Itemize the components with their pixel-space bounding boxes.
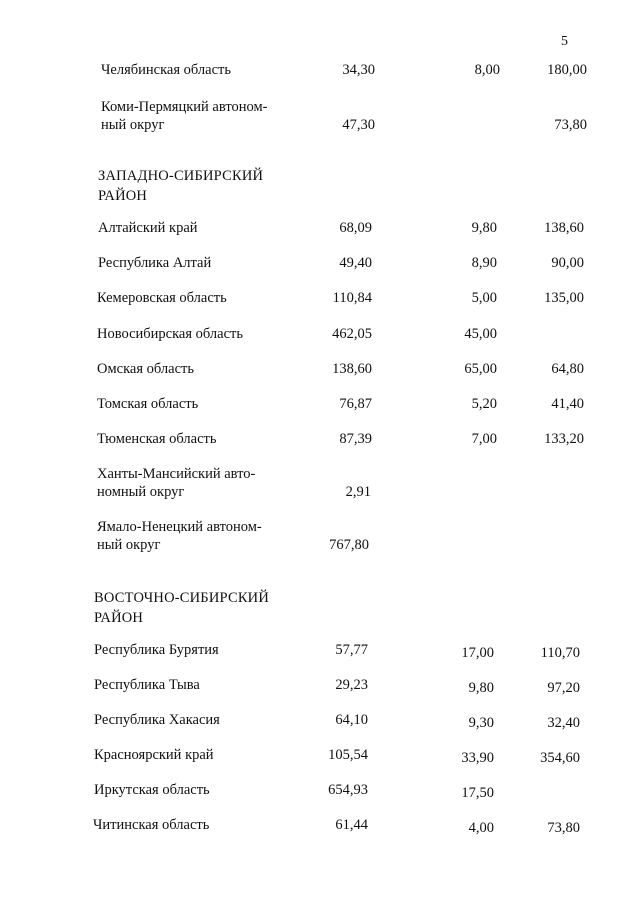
value-col1: 34,30 xyxy=(342,62,375,78)
value-col2: 8,90 xyxy=(471,255,497,271)
region-name: Новосибирская область xyxy=(97,326,243,342)
value-col2: 8,00 xyxy=(474,62,500,78)
value-col1: 61,44 xyxy=(335,817,368,833)
value-col2: 65,00 xyxy=(464,361,497,377)
page-number: 5 xyxy=(561,34,568,49)
region-name: Ханты-Мансийский авто- номный округ xyxy=(97,466,256,500)
value-col1: 110,84 xyxy=(332,290,372,306)
value-col3: 135,00 xyxy=(544,290,584,306)
value-col1: 767,80 xyxy=(329,537,369,553)
region-name: Красноярский край xyxy=(94,747,214,763)
region-name: Ямало-Ненецкий автоном- ный округ xyxy=(97,519,262,553)
value-col1: 64,10 xyxy=(335,712,368,728)
value-col3: 41,40 xyxy=(551,396,584,412)
region-name: Омская область xyxy=(97,361,194,377)
region-name: Челябинская область xyxy=(101,62,231,78)
section-heading-east-siberian: ВОСТОЧНО-СИБИРСКИЙ РАЙОН xyxy=(94,590,270,626)
value-col3: 73,80 xyxy=(547,820,580,836)
value-col1: 654,93 xyxy=(328,782,368,798)
region-name: Кемеровская область xyxy=(97,290,227,306)
value-col1: 49,40 xyxy=(339,255,372,271)
value-col3: 138,60 xyxy=(544,220,584,236)
value-col3: 97,20 xyxy=(547,680,580,696)
value-col2: 17,50 xyxy=(461,785,494,801)
value-col3: 64,80 xyxy=(551,361,584,377)
value-col1: 29,23 xyxy=(335,677,368,693)
value-col2: 7,00 xyxy=(471,431,497,447)
value-col2: 5,20 xyxy=(471,396,497,412)
region-name: Тюменская область xyxy=(97,431,217,447)
value-col1: 2,91 xyxy=(345,484,371,500)
value-col3: 73,80 xyxy=(554,117,587,133)
value-col3: 133,20 xyxy=(544,431,584,447)
region-name: Республика Алтай xyxy=(98,255,212,271)
region-name: Республика Бурятия xyxy=(94,642,219,658)
value-col2: 9,80 xyxy=(468,680,494,696)
region-name: Алтайский край xyxy=(98,220,198,236)
value-col3: 90,00 xyxy=(551,255,584,271)
value-col2: 5,00 xyxy=(471,290,497,306)
value-col3: 180,00 xyxy=(547,62,587,78)
value-col1: 138,60 xyxy=(332,361,372,377)
value-col2: 33,90 xyxy=(461,750,494,766)
value-col2: 9,30 xyxy=(468,715,494,731)
region-name: Республика Хакасия xyxy=(94,712,220,728)
value-col3: 32,40 xyxy=(547,715,580,731)
region-name: Коми-Пермяцкий автоном- ный округ xyxy=(101,99,268,133)
region-name: Читинская область xyxy=(93,817,210,833)
value-col3: 110,70 xyxy=(540,645,580,661)
value-col3: 354,60 xyxy=(540,750,580,766)
value-col1: 87,39 xyxy=(339,431,372,447)
value-col2: 9,80 xyxy=(471,220,497,236)
value-col1: 462,05 xyxy=(332,326,372,342)
value-col1: 47,30 xyxy=(342,117,375,133)
region-name: Томская область xyxy=(97,396,199,412)
value-col1: 57,77 xyxy=(335,642,368,658)
section-heading-west-siberian: ЗАПАДНО-СИБИРСКИЙ РАЙОН xyxy=(98,168,264,204)
value-col2: 17,00 xyxy=(461,645,494,661)
value-col1: 105,54 xyxy=(328,747,368,763)
value-col2: 45,00 xyxy=(464,326,497,342)
value-col2: 4,00 xyxy=(468,820,494,836)
value-col1: 68,09 xyxy=(339,220,372,236)
region-name: Республика Тыва xyxy=(94,677,200,693)
value-col1: 76,87 xyxy=(339,396,372,412)
region-name: Иркутская область xyxy=(94,782,210,798)
